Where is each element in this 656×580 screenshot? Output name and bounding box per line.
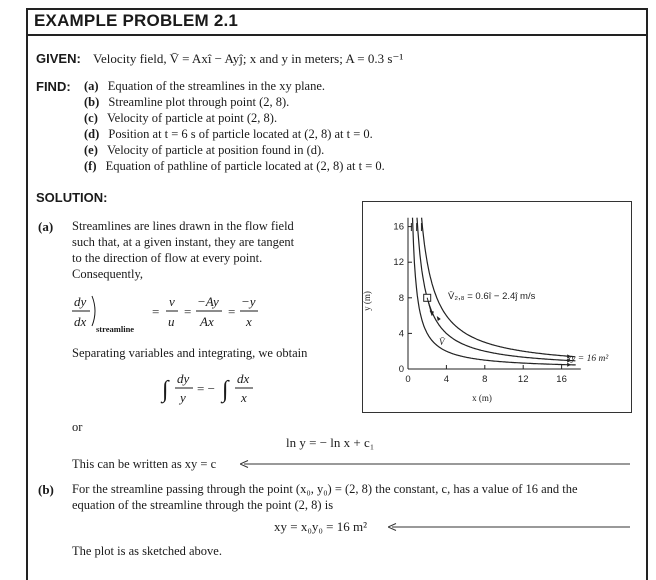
given-label: GIVEN: — [36, 51, 81, 66]
find-item-text: Position at t = 6 s of particle located at (2, 8) at t = 0. — [108, 127, 373, 141]
find-item-letter: (c) — [84, 111, 98, 125]
x-tick-label: 4 — [443, 374, 450, 385]
point-marker — [424, 294, 431, 301]
find-item-text: Equation of pathline of particle located at (2, 8) at t = 0. — [105, 159, 385, 173]
y-tick-label: 12 — [393, 257, 404, 269]
page-title: EXAMPLE PROBLEM 2.1 — [34, 11, 239, 30]
streamline-equation — [70, 290, 270, 340]
part-b-arrow — [388, 521, 632, 533]
eq-equals: = — [184, 304, 192, 319]
y-axis-label: y (m) — [362, 291, 372, 311]
part-b-line: equation of the streamline through the point (2, 8) is — [72, 498, 334, 512]
log-equation: ln y = − ln x + c₁ — [286, 435, 375, 450]
part-a-line: Consequently, — [72, 267, 144, 281]
find-item — [84, 95, 289, 110]
part-b-line: For the streamline passing through the point (x₀, y₀) = (2, 8) the constant, c, has a value of 16 and the — [72, 482, 578, 496]
find-item — [84, 79, 325, 94]
find-item-text: Equation of the streamlines in the xy plane. — [107, 79, 326, 93]
y-tick-label: 8 — [398, 292, 404, 304]
find-item-letter: (a) — [84, 79, 99, 93]
eq-v: v — [169, 294, 175, 309]
eq-u: u — [168, 314, 175, 329]
eq-dy: dy — [74, 294, 87, 309]
find-item — [84, 127, 373, 142]
part-b-letter: (b) — [38, 482, 54, 497]
find-item — [84, 143, 324, 158]
eq-neg-ay: −Ay — [197, 294, 219, 309]
int-dy: dy — [177, 371, 190, 386]
solution-label: SOLUTION: — [36, 190, 108, 205]
result-arrow — [240, 458, 632, 470]
int-dx: dx — [237, 371, 250, 386]
x-tick-label: 8 — [482, 374, 488, 385]
find-label: FIND: — [36, 79, 71, 94]
int-equals: = − — [197, 381, 215, 396]
part-a-line: to the direction of flow at every point. — [72, 251, 263, 265]
part-a-line: such that, at a given instant, they are tangent — [72, 235, 295, 249]
frame-right-rule — [646, 8, 648, 580]
written-text: This can be written as xy = c — [72, 457, 217, 471]
eq-sub-streamline: streamline — [96, 324, 135, 334]
plot-note: The plot is as sketched above. — [72, 544, 222, 558]
separating-text: Separating variables and integrating, we obtain — [72, 346, 308, 360]
y-tick-label: 0 — [398, 364, 404, 375]
find-item-letter: (b) — [84, 95, 100, 109]
x-tick-label: 16 — [556, 374, 567, 385]
integral-left: ∫ — [162, 377, 169, 403]
part-a-letter: (a) — [38, 219, 54, 234]
integral-right: ∫ — [222, 377, 229, 403]
given-text: Velocity field, V̄ = Axî − Ayĵ; x and y in meters; A = 0.3 s⁻¹ — [93, 51, 404, 66]
velocity-annotation: V̄₂,₈ = 0.6î − 2.4ĵ m/s — [448, 291, 536, 302]
find-item — [84, 159, 385, 174]
x-axis-label: x (m) — [472, 393, 492, 403]
eq-equals: = — [228, 304, 236, 319]
frame-left-rule — [26, 8, 28, 580]
frame-top-rule — [26, 8, 647, 10]
part-b-equation: xy = x₀y₀ = 16 m² — [274, 519, 367, 534]
streamline-chart — [362, 201, 632, 413]
find-item-text: Velocity of particle at position found in (d). — [107, 143, 325, 157]
integral-equation — [160, 369, 270, 413]
chart-frame — [363, 202, 632, 413]
find-item — [84, 111, 277, 126]
vector-label: V̄ — [439, 337, 445, 347]
y-tick-label: 16 — [393, 221, 404, 233]
eq-equals: = — [152, 304, 160, 319]
eq-ax: Ax — [200, 314, 214, 329]
eq-neg-y: −y — [241, 294, 256, 309]
int-x: x — [241, 390, 247, 405]
part-a-line: Streamlines are lines drawn in the flow field — [72, 219, 294, 233]
or-text: or — [72, 420, 83, 434]
int-y: y — [180, 390, 186, 405]
eq-x: x — [246, 314, 252, 329]
y-tick-label: 4 — [398, 328, 404, 340]
find-item-letter: (e) — [84, 143, 98, 157]
x-tick-label: 12 — [517, 374, 529, 385]
find-item-letter: (d) — [84, 127, 100, 141]
find-item-text: Streamline plot through point (2, 8). — [108, 95, 290, 109]
find-item-text: Velocity of particle at point (2, 8). — [107, 111, 278, 125]
title-rule — [26, 34, 647, 36]
x-tick-label: 0 — [405, 374, 411, 385]
find-item-letter: (f) — [84, 159, 97, 173]
curve-annotation: xy = 16 m² — [567, 354, 609, 364]
eq-dx: dx — [74, 314, 87, 329]
